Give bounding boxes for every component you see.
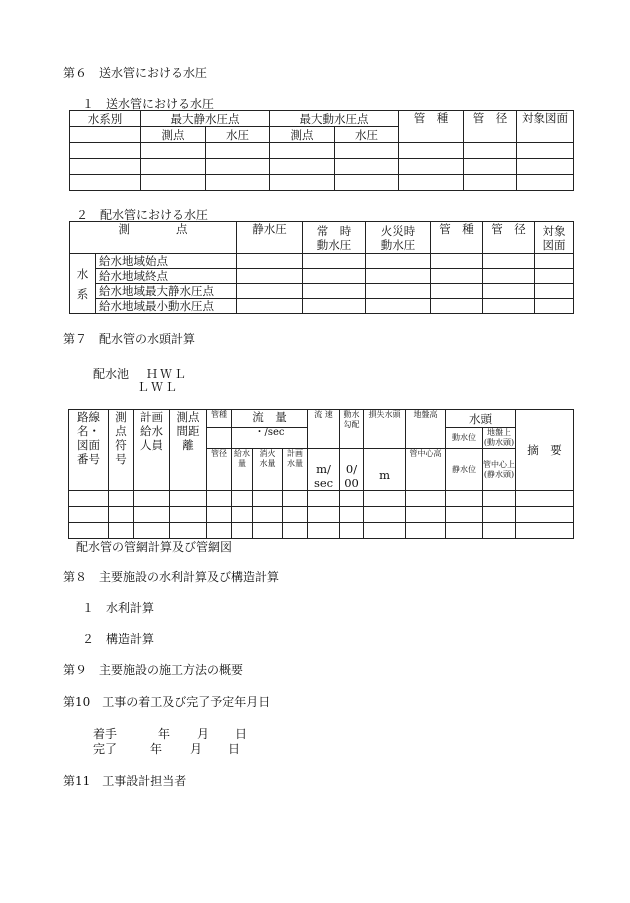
t3-cell bbox=[207, 428, 232, 449]
schedule-start-label: 着手 bbox=[93, 727, 118, 741]
section-8-heading: 第８ 主要施設の水利計算及び構造計算 bbox=[63, 570, 280, 584]
t3-header-flow: 流 量 bbox=[232, 410, 308, 428]
t2-header-normal: 常 時 動水圧 bbox=[303, 222, 366, 254]
t3-header-ground: 地盤高 bbox=[406, 410, 446, 449]
t1-header-target: 対象図面 bbox=[517, 111, 574, 143]
t3-header-distance: 測点 間距 離 bbox=[170, 410, 207, 491]
t2-header-fire: 火災時 動水圧 bbox=[366, 222, 431, 254]
section-6-1-heading: １ 送水管における水圧 bbox=[82, 97, 215, 111]
section-10-heading: 第10 工事の着工及び完了予定年月日 bbox=[63, 695, 271, 709]
section-6-heading: 第６ 送水管における水圧 bbox=[63, 66, 208, 80]
t3-gradient-unit: 0/ 00 bbox=[340, 449, 364, 491]
t1-header-system: 水系別 bbox=[70, 111, 141, 127]
schedule-day: 日 bbox=[228, 742, 241, 756]
table-row bbox=[69, 507, 574, 523]
table-row bbox=[70, 159, 574, 175]
reservoir-label: 配水池 bbox=[93, 367, 130, 381]
t3-header-head-loss: 損失水頭 bbox=[364, 410, 406, 449]
table-row bbox=[70, 143, 574, 159]
schedule-year: 年 bbox=[158, 727, 171, 741]
t3-header-point-code: 測 点 符 号 bbox=[109, 410, 134, 491]
t3-loss-unit: m bbox=[364, 449, 406, 491]
section-8-1-heading: １ 水利計算 bbox=[82, 601, 155, 615]
section-11-heading: 第11 工事設計担当者 bbox=[63, 774, 187, 788]
t3-header-head: 水頭 bbox=[446, 410, 516, 428]
t3-header-remarks: 摘 要 bbox=[516, 410, 574, 491]
t1-header-max-dynamic: 最大動水圧点 bbox=[270, 111, 399, 127]
network-note: 配水管の管網計算及び管網図 bbox=[76, 540, 233, 554]
t3-header-pipe-center: 管中心高 bbox=[406, 449, 446, 491]
t1-header-pipe-type: 管 種 bbox=[399, 111, 464, 143]
table-row bbox=[70, 284, 574, 299]
section-6-2-heading: ２ 配水管における水圧 bbox=[76, 208, 209, 222]
t2-row-label: 給水地域始点 bbox=[96, 254, 237, 269]
t2-side-label: 水 系 bbox=[70, 254, 96, 314]
t3-header-route: 路線 名・ 図面 番号 bbox=[69, 410, 109, 491]
t3-header-supply: 給水 量 bbox=[232, 449, 253, 491]
t3-header-dyn-level: 動水位 bbox=[446, 428, 483, 449]
head-calculation-table bbox=[68, 409, 574, 539]
t2-row-label: 給水地域最大静水圧点 bbox=[96, 284, 237, 299]
t1-subheader-pressure: 水圧 bbox=[335, 127, 399, 143]
t2-header-static: 静水圧 bbox=[237, 222, 303, 254]
t3-velocity-unit: m/ sec bbox=[308, 449, 340, 491]
t2-header-point: 測 点 bbox=[70, 222, 237, 254]
table-row bbox=[69, 523, 574, 539]
table-row bbox=[70, 175, 574, 191]
t1-cell bbox=[70, 127, 141, 143]
t2-row-label: 給水地域最小動水圧点 bbox=[96, 299, 237, 314]
t1-subheader-pressure: 水圧 bbox=[206, 127, 270, 143]
schedule-month: 月 bbox=[197, 727, 210, 741]
t2-header-pipe-dia: 管 径 bbox=[483, 222, 535, 254]
t1-header-pipe-dia: 管 径 bbox=[464, 111, 517, 143]
section-9-heading: 第９ 主要施設の施工方法の概要 bbox=[63, 663, 244, 677]
t1-header-max-static: 最大静水圧点 bbox=[141, 111, 270, 127]
table-row bbox=[70, 299, 574, 314]
schedule-month: 月 bbox=[190, 742, 203, 756]
schedule-day: 日 bbox=[235, 727, 248, 741]
table-row bbox=[70, 254, 574, 269]
table-row bbox=[70, 269, 574, 284]
section-8-2-heading: ２ 構造計算 bbox=[82, 632, 155, 646]
t3-header-population: 計画 給水 人員 bbox=[134, 410, 170, 491]
transmission-pressure-table bbox=[69, 110, 574, 191]
t3-header-plan: 計画 水量 bbox=[283, 449, 308, 491]
t1-subheader-point: 測点 bbox=[141, 127, 206, 143]
t2-header-target: 対象 図面 bbox=[535, 222, 574, 254]
schedule-finish-label: 完了 bbox=[93, 742, 118, 756]
t3-header-pipe-dia: 管径 bbox=[207, 449, 232, 491]
t2-header-pipe-type: 管 種 bbox=[431, 222, 483, 254]
t3-header-above-center: 管中心上 (静水頭) bbox=[483, 449, 516, 491]
t3-header-above-ground: 地盤上 (動水頭) bbox=[483, 428, 515, 447]
reservoir-hwl: ＨＷＬ bbox=[146, 367, 189, 381]
t3-header-static-level: 静水位 bbox=[446, 449, 483, 491]
t1-subheader-point: 測点 bbox=[270, 127, 335, 143]
schedule-year: 年 bbox=[150, 742, 163, 756]
distribution-pressure-table bbox=[69, 221, 574, 314]
t3-header-fire: 消火 水量 bbox=[253, 449, 283, 491]
t2-row-label: 給水地域終点 bbox=[96, 269, 237, 284]
t3-header-flow-unit: ・/sec bbox=[232, 428, 308, 449]
t3-header-gradient: 動水 勾配 bbox=[340, 410, 364, 449]
reservoir-lwl: ＬＷＬ bbox=[137, 380, 180, 394]
t3-header-velocity: 流 速 bbox=[308, 410, 340, 449]
table-row bbox=[69, 491, 574, 507]
t3-header-pipe-type: 管種 bbox=[207, 410, 232, 428]
section-7-heading: 第７ 配水管の水頭計算 bbox=[63, 332, 196, 346]
